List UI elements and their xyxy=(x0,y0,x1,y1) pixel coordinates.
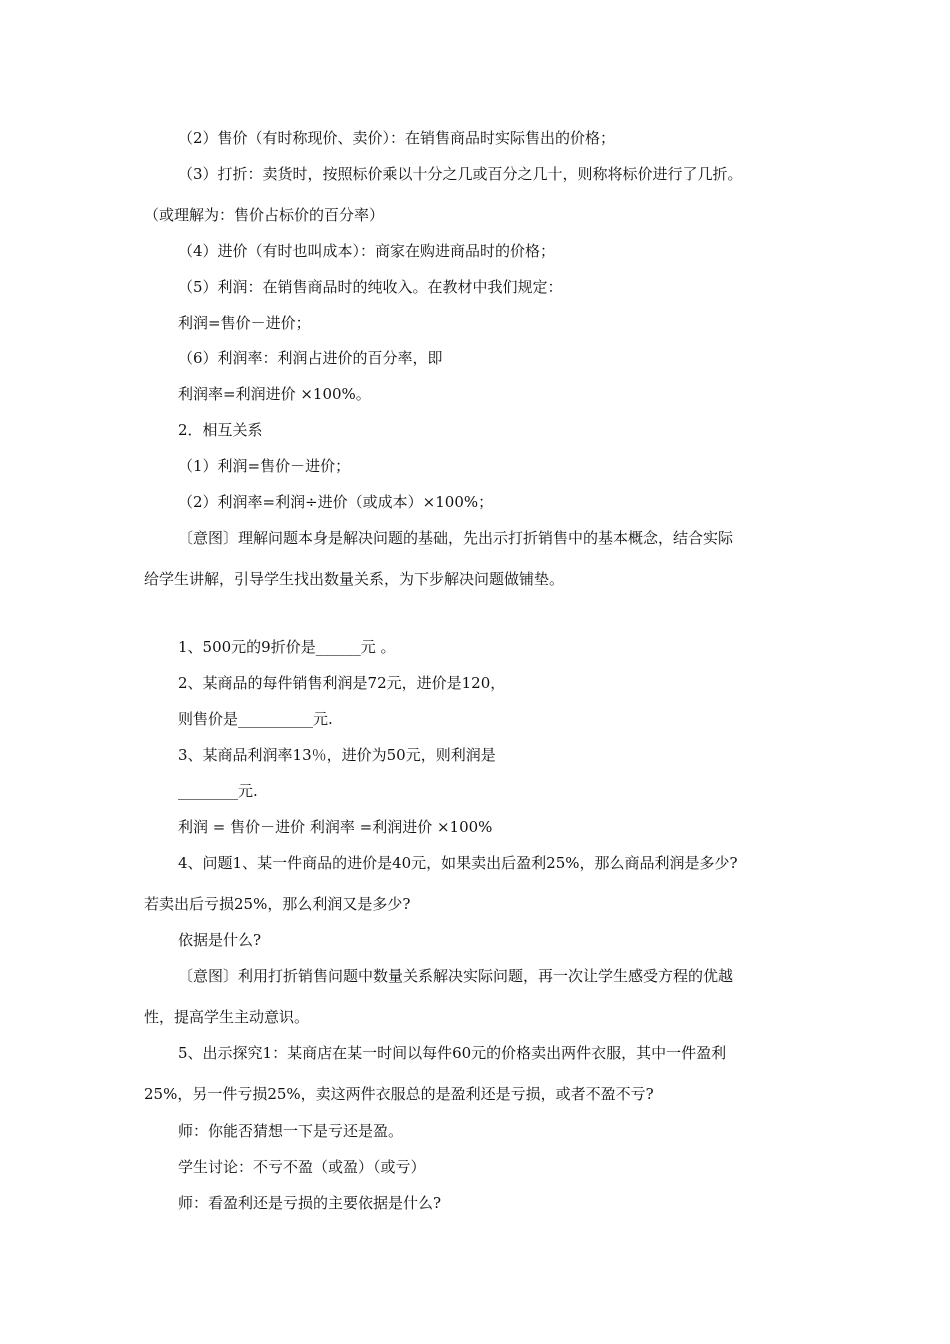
text-line: 2．相互关系 xyxy=(178,421,263,439)
text-line: （6）利润率：利润占进价的百分率，即 xyxy=(178,349,443,367)
text-line: 利润=售价－进价； xyxy=(178,314,311,332)
text-line: 师：你能否猜想一下是亏还是盈。 xyxy=(178,1122,404,1140)
text-line: 3、某商品利润率13％，进价为50元，则利润是 xyxy=(178,746,496,764)
text-line: 学生讨论：不亏不盈（或盈）（或亏） xyxy=(178,1158,426,1176)
text-line: （5）利润：在销售商品时的纯收入。在教材中我们规定： xyxy=(178,278,563,296)
text-line: （1）利润=售价－进价； xyxy=(178,457,351,475)
text-line: ________元. xyxy=(178,782,258,800)
text-line: 2、某商品的每件销售利润是72元，进价是120， xyxy=(178,674,506,692)
text-line: 若卖出后亏损25%，那么利润又是多少? xyxy=(144,895,411,913)
text-line: 〔意图〕利用打折销售问题中数量关系解决实际问题，再一次让学生感受方程的优越 xyxy=(178,967,734,985)
text-line: 利润率=利润进价 ×100%。 xyxy=(178,385,371,403)
text-line: 依据是什么? xyxy=(178,931,262,949)
text-line: 4、问题1、某一件商品的进价是40元，如果卖出后盈利25%，那么商品利润是多少? xyxy=(178,854,738,872)
text-line: 则售价是__________元. xyxy=(178,710,333,728)
text-line: 5、出示探究1：某商店在某一时间以每件60元的价格卖出两件衣服，其中一件盈利 xyxy=(178,1044,727,1062)
text-line: （或理解为：售价占标价的百分率） xyxy=(144,206,385,224)
text-line: 1、500元的9折价是______元 。 xyxy=(178,638,396,656)
text-line: （2）利润率=利润÷进价（或成本）×100%； xyxy=(178,493,494,511)
text-line: （3）打折：卖货时，按照标价乘以十分之几或百分之几十，则称将标价进行了几折。 xyxy=(178,165,743,183)
text-line: （4）进价（有时也叫成本）：商家在购进商品时的价格； xyxy=(178,242,556,260)
text-line: 〔意图〕理解问题本身是解决问题的基础，先出示打折销售中的基本概念，结合实际 xyxy=(178,529,734,547)
text-line: 给学生讲解，引导学生找出数量关系，为下步解决问题做铺垫。 xyxy=(144,570,565,588)
text-line: 利润 = 售价－进价 利润率 =利润进价 ×100% xyxy=(178,818,493,836)
text-line: 师：看盈利还是亏损的主要依据是什么? xyxy=(178,1194,442,1212)
text-line: 25%，另一件亏损25%，卖这两件衣服总的是盈利还是亏损，或者不盈不亏? xyxy=(144,1085,654,1103)
text-line: 性，提高学生主动意识。 xyxy=(144,1008,310,1026)
text-line: （2）售价（有时称现价、卖价）：在销售商品时实际售出的价格； xyxy=(178,129,616,147)
